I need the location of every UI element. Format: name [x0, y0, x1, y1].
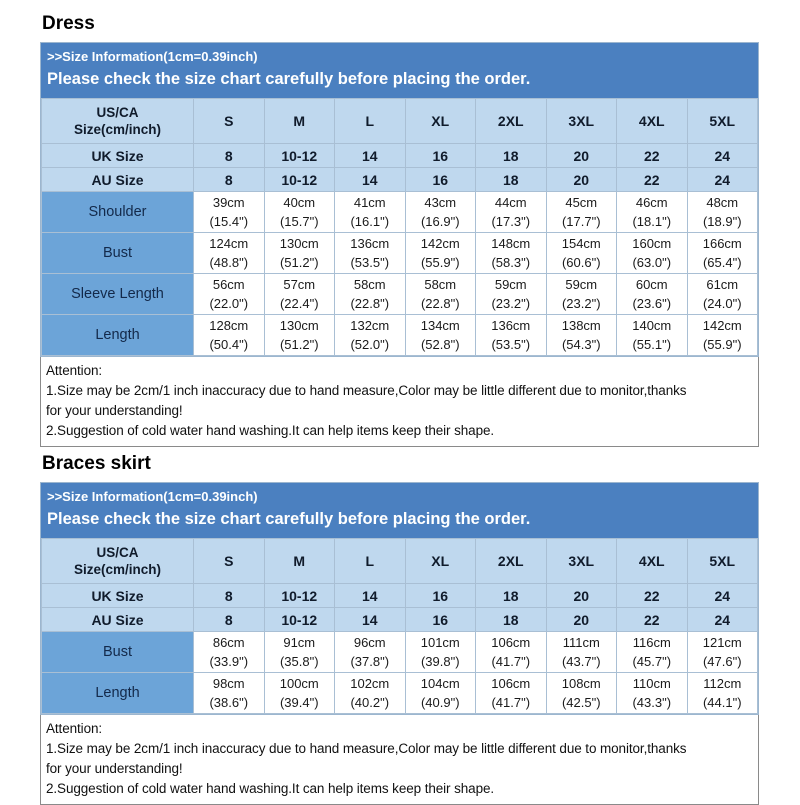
value-cm: 130cm [279, 318, 319, 333]
cell-length-2xl [476, 673, 547, 714]
uk-size-m: 10-12 [264, 584, 335, 608]
value-inch: (55.1") [632, 337, 672, 352]
value-cm: 58cm [424, 277, 457, 292]
au-size-xl: 16 [405, 168, 476, 192]
header-usca-line1: US/CA [96, 105, 139, 120]
attention-heading: Attention: [46, 721, 103, 736]
value-inch: (22.0") [209, 296, 249, 311]
value-cm: 132cm [350, 318, 390, 333]
cell-length-l [335, 673, 406, 714]
uk-size-4xl: 22 [617, 144, 688, 168]
value-inch: (58.3") [491, 255, 531, 270]
attention-line-1: 1.Size may be 2cm/1 inch inaccuracy due to hand measure,Color may be little different due to monitor,thanks [46, 741, 687, 756]
uk-size-4xl: 22 [617, 584, 688, 608]
value-cm: 136cm [350, 236, 390, 251]
attention-note-braces-skirt [40, 715, 759, 805]
size-info-line: >>Size Information(1cm=0.39inch) [47, 489, 258, 504]
uk-size-2xl: 18 [476, 584, 547, 608]
cell-bust-4xl [617, 632, 688, 673]
cell-bust-3xl [546, 632, 617, 673]
table-row-au-size [42, 168, 758, 192]
value-cm: 57cm [283, 277, 316, 292]
header-size-xl: XL [405, 99, 476, 144]
cell-sleeve-4xl [617, 274, 688, 315]
cell-length-m [264, 315, 335, 356]
value-inch: (42.5") [561, 695, 601, 710]
value-inch: (35.8") [279, 654, 319, 669]
value-cm: 40cm [283, 195, 316, 210]
value-inch: (22.8") [350, 296, 390, 311]
uk-size-s: 8 [194, 144, 265, 168]
value-cm: 111cm [562, 635, 600, 650]
value-cm: 58cm [353, 277, 386, 292]
cell-length-xl [405, 673, 476, 714]
header-uscaa-size-label [42, 99, 194, 144]
au-size-4xl: 22 [617, 168, 688, 192]
au-size-m: 10-12 [264, 168, 335, 192]
value-inch: (23.2") [561, 296, 601, 311]
cell-bust-xl [405, 632, 476, 673]
attention-heading: Attention: [46, 363, 103, 378]
value-cm: 86cm [212, 635, 245, 650]
value-cm: 48cm [706, 195, 739, 210]
header-size-l: L [335, 539, 406, 584]
cell-shoulder-5xl [687, 192, 758, 233]
value-cm: 46cm [635, 195, 668, 210]
value-cm: 134cm [420, 318, 460, 333]
cell-shoulder-4xl [617, 192, 688, 233]
cell-shoulder-2xl [476, 192, 547, 233]
value-inch: (24.0") [702, 296, 742, 311]
cell-shoulder-m [264, 192, 335, 233]
au-size-s: 8 [194, 168, 265, 192]
value-cm: 91cm [283, 635, 316, 650]
cell-shoulder-xl [405, 192, 476, 233]
measure-label-length: Length [42, 315, 194, 356]
header-size-xl: XL [405, 539, 476, 584]
measure-label-bust: Bust [42, 233, 194, 274]
cell-sleeve-s [194, 274, 265, 315]
value-cm: 106cm [491, 676, 531, 691]
attention-line-1-cont: for your understanding! [46, 403, 183, 418]
size-chart-table-braces-skirt [40, 482, 759, 715]
au-size-s: 8 [194, 608, 265, 632]
value-inch: (51.2") [279, 337, 319, 352]
cell-length-s [194, 315, 265, 356]
value-inch: (47.6") [702, 654, 742, 669]
cell-bust-2xl [476, 233, 547, 274]
uk-size-2xl: 18 [476, 144, 547, 168]
size-info-banner [41, 483, 758, 538]
cell-length-m [264, 673, 335, 714]
section-title-dress: Dress [42, 13, 95, 34]
uk-size-s: 8 [194, 584, 265, 608]
uk-size-label: UK Size [42, 584, 194, 608]
cell-bust-s [194, 233, 265, 274]
cell-shoulder-l [335, 192, 406, 233]
header-size-2xl: 2XL [476, 99, 547, 144]
value-cm: 45cm [565, 195, 598, 210]
value-inch: (39.8") [420, 654, 460, 669]
value-inch: (63.0") [632, 255, 672, 270]
value-inch: (23.2") [491, 296, 531, 311]
value-cm: 39cm [212, 195, 245, 210]
cell-sleeve-3xl [546, 274, 617, 315]
table-row-uk-size [42, 144, 758, 168]
table-header-row-sizes [42, 99, 758, 144]
header-usca-line1: US/CA [96, 545, 139, 560]
size-chart-section-dress [40, 12, 760, 447]
value-inch: (33.9") [209, 654, 249, 669]
measure-label-length: Length [42, 673, 194, 714]
value-cm: 96cm [353, 635, 386, 650]
uk-size-l: 14 [335, 584, 406, 608]
au-size-2xl: 18 [476, 608, 547, 632]
header-size-4xl: 4XL [617, 99, 688, 144]
value-cm: 44cm [494, 195, 527, 210]
size-info-banner [41, 43, 758, 98]
cell-length-s [194, 673, 265, 714]
value-cm: 121cm [702, 635, 742, 650]
value-inch: (15.4") [209, 214, 249, 229]
measure-label-shoulder: Shoulder [42, 192, 194, 233]
cell-sleeve-xl [405, 274, 476, 315]
cell-length-2xl [476, 315, 547, 356]
au-size-label: AU Size [42, 608, 194, 632]
value-inch: (54.3") [561, 337, 601, 352]
size-chart-section-braces-skirt [40, 452, 760, 805]
measure-label-bust: Bust [42, 632, 194, 673]
cell-bust-m [264, 233, 335, 274]
uk-size-label: UK Size [42, 144, 194, 168]
au-size-label: AU Size [42, 168, 194, 192]
cell-bust-4xl [617, 233, 688, 274]
au-size-3xl: 20 [546, 168, 617, 192]
cell-bust-l [335, 632, 406, 673]
value-cm: 140cm [632, 318, 672, 333]
au-size-5xl: 24 [687, 168, 758, 192]
value-cm: 112cm [703, 676, 742, 691]
value-cm: 104cm [420, 676, 460, 691]
table-row [42, 233, 758, 274]
value-inch: (23.6") [632, 296, 672, 311]
header-usca-line2: Size(cm/inch) [73, 562, 162, 577]
header-size-s: S [194, 99, 265, 144]
value-inch: (38.6") [209, 695, 249, 710]
value-cm: 160cm [632, 236, 672, 251]
value-cm: 136cm [491, 318, 531, 333]
cell-bust-s [194, 632, 265, 673]
value-cm: 43cm [424, 195, 457, 210]
cell-length-5xl [687, 315, 758, 356]
header-size-m: M [264, 99, 335, 144]
value-inch: (18.1") [632, 214, 672, 229]
measurements-table [41, 538, 758, 714]
cell-sleeve-l [335, 274, 406, 315]
cell-sleeve-5xl [687, 274, 758, 315]
value-inch: (41.7") [491, 695, 531, 710]
value-inch: (22.4") [279, 296, 319, 311]
header-size-m: M [264, 539, 335, 584]
cell-bust-5xl [687, 233, 758, 274]
value-inch: (15.7") [279, 214, 319, 229]
attention-line-1-cont: for your understanding! [46, 761, 183, 776]
au-size-l: 14 [335, 168, 406, 192]
value-cm: 60cm [635, 277, 668, 292]
measurements-table [41, 98, 758, 356]
value-cm: 166cm [702, 236, 742, 251]
value-inch: (40.2") [350, 695, 390, 710]
value-cm: 41cm [353, 195, 386, 210]
value-inch: (40.9") [420, 695, 460, 710]
uk-size-xl: 16 [405, 144, 476, 168]
table-row [42, 274, 758, 315]
header-size-5xl: 5XL [687, 539, 758, 584]
measure-label-sleeve-length: Sleeve Length [42, 274, 194, 315]
value-inch: (65.4") [702, 255, 742, 270]
au-size-2xl: 18 [476, 168, 547, 192]
value-inch: (44.1") [702, 695, 742, 710]
cell-shoulder-3xl [546, 192, 617, 233]
cell-sleeve-2xl [476, 274, 547, 315]
value-inch: (60.6") [561, 255, 601, 270]
table-row [42, 315, 758, 356]
au-size-4xl: 22 [617, 608, 688, 632]
value-cm: 101cm [420, 635, 460, 650]
attention-line-1: 1.Size may be 2cm/1 inch inaccuracy due to hand measure,Color may be little different due to monitor,thanks [46, 383, 687, 398]
value-inch: (53.5") [350, 255, 390, 270]
table-row [42, 192, 758, 233]
value-inch: (55.9") [702, 337, 742, 352]
header-size-2xl: 2XL [476, 539, 547, 584]
cell-length-5xl [687, 673, 758, 714]
au-size-l: 14 [335, 608, 406, 632]
cell-length-4xl [617, 315, 688, 356]
value-cm: 59cm [494, 277, 527, 292]
value-inch: (43.7") [561, 654, 601, 669]
value-inch: (55.9") [420, 255, 460, 270]
value-cm: 148cm [491, 236, 531, 251]
size-check-notice: Please check the size chart carefully before placing the order. [47, 510, 531, 528]
value-inch: (41.7") [491, 654, 531, 669]
value-cm: 56cm [212, 277, 245, 292]
value-inch: (50.4") [209, 337, 249, 352]
au-size-5xl: 24 [687, 608, 758, 632]
cell-length-4xl [617, 673, 688, 714]
value-cm: 124cm [209, 236, 249, 251]
cell-length-3xl [546, 673, 617, 714]
cell-bust-3xl [546, 233, 617, 274]
au-size-m: 10-12 [264, 608, 335, 632]
value-inch: (37.8") [350, 654, 390, 669]
value-cm: 154cm [561, 236, 601, 251]
cell-length-3xl [546, 315, 617, 356]
table-row-uk-size [42, 584, 758, 608]
attention-line-2: 2.Suggestion of cold water hand washing.It can help items keep their shape. [46, 423, 495, 438]
value-cm: 102cm [350, 676, 390, 691]
cell-bust-5xl [687, 632, 758, 673]
header-size-l: L [335, 99, 406, 144]
uk-size-m: 10-12 [264, 144, 335, 168]
attention-line-2: 2.Suggestion of cold water hand washing.It can help items keep their shape. [46, 781, 495, 796]
uk-size-5xl: 24 [687, 584, 758, 608]
attention-note-dress [40, 357, 759, 447]
value-inch: (22.8") [420, 296, 460, 311]
uk-size-3xl: 20 [546, 144, 617, 168]
header-usca-size-label [42, 539, 194, 584]
cell-bust-l [335, 233, 406, 274]
value-inch: (45.7") [632, 654, 672, 669]
value-cm: 128cm [209, 318, 249, 333]
size-check-notice: Please check the size chart carefully before placing the order. [47, 70, 531, 88]
au-size-3xl: 20 [546, 608, 617, 632]
value-inch: (18.9") [702, 214, 742, 229]
cell-shoulder-s [194, 192, 265, 233]
value-inch: (52.0") [350, 337, 390, 352]
header-size-s: S [194, 539, 265, 584]
uk-size-l: 14 [335, 144, 406, 168]
value-inch: (16.9") [420, 214, 460, 229]
value-cm: 138cm [561, 318, 601, 333]
value-cm: 108cm [561, 676, 601, 691]
uk-size-5xl: 24 [687, 144, 758, 168]
uk-size-xl: 16 [405, 584, 476, 608]
au-size-xl: 16 [405, 608, 476, 632]
value-inch: (17.3") [491, 214, 531, 229]
table-row-au-size [42, 608, 758, 632]
table-header-row-sizes [42, 539, 758, 584]
cell-bust-m [264, 632, 335, 673]
value-cm: 98cm [212, 676, 245, 691]
value-cm: 106cm [491, 635, 531, 650]
cell-length-xl [405, 315, 476, 356]
value-inch: (48.8") [209, 255, 249, 270]
header-size-3xl: 3XL [546, 99, 617, 144]
value-inch: (52.8") [420, 337, 460, 352]
value-cm: 142cm [420, 236, 460, 251]
cell-length-l [335, 315, 406, 356]
uk-size-3xl: 20 [546, 584, 617, 608]
cell-bust-xl [405, 233, 476, 274]
value-inch: (16.1") [350, 214, 390, 229]
table-row [42, 673, 758, 714]
value-cm: 130cm [279, 236, 319, 251]
value-cm: 100cm [279, 676, 319, 691]
size-info-line: >>Size Information(1cm=0.39inch) [47, 49, 258, 64]
cell-bust-2xl [476, 632, 547, 673]
value-inch: (51.2") [279, 255, 319, 270]
header-size-5xl: 5XL [687, 99, 758, 144]
header-size-3xl: 3XL [546, 539, 617, 584]
value-inch: (39.4") [279, 695, 319, 710]
value-cm: 116cm [632, 635, 671, 650]
size-chart-table-dress [40, 42, 759, 357]
value-cm: 61cm [706, 277, 739, 292]
cell-sleeve-m [264, 274, 335, 315]
value-inch: (43.3") [632, 695, 672, 710]
section-title-braces-skirt: Braces skirt [42, 453, 151, 474]
table-row [42, 632, 758, 673]
value-inch: (53.5") [491, 337, 531, 352]
value-cm: 142cm [702, 318, 742, 333]
value-cm: 59cm [565, 277, 598, 292]
value-cm: 110cm [632, 676, 671, 691]
header-usca-line2: Size(cm/inch) [73, 122, 162, 137]
value-inch: (17.7") [561, 214, 601, 229]
header-size-4xl: 4XL [617, 539, 688, 584]
